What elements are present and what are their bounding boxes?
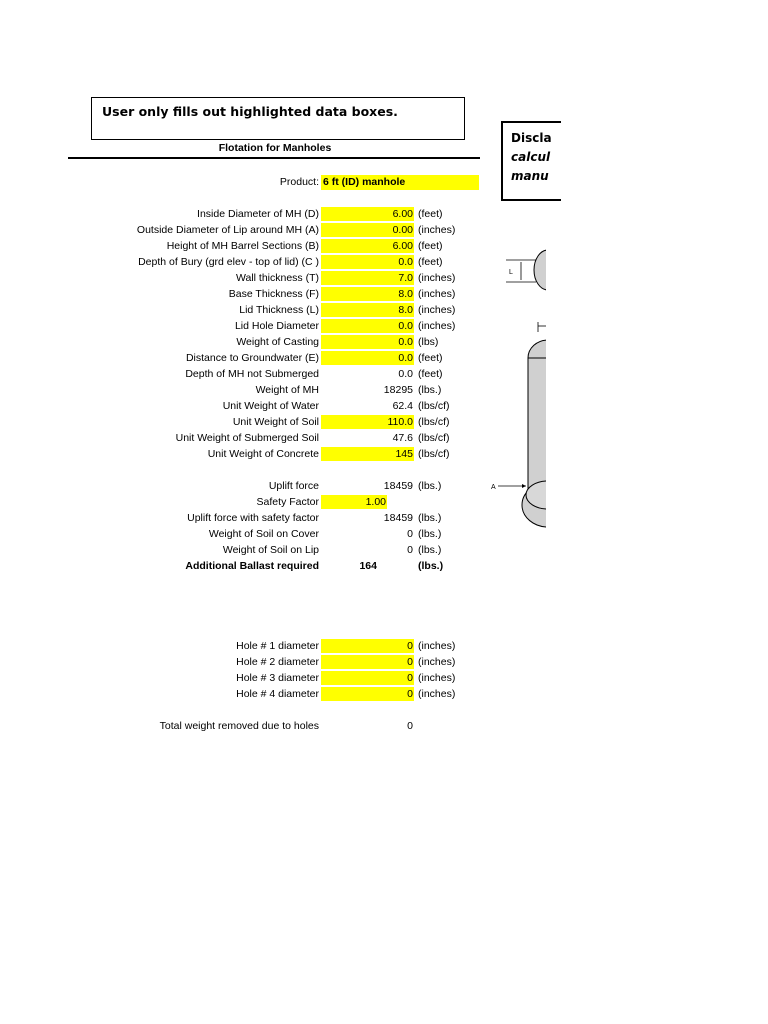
diagram-label-a: A [491, 484, 496, 491]
result-unit: (lbs.) [418, 528, 442, 540]
hole-label: Hole # 4 diameter [236, 688, 319, 700]
barrel-wall-shape [528, 358, 546, 498]
lid-hole-diameter-input[interactable]: 0.0 [321, 319, 414, 333]
input-label: Outside Diameter of Lip around MH (A) [136, 224, 319, 236]
uplift-with-safety-value: 18459 [383, 512, 413, 524]
sheet-title: Flotation for Manholes [218, 142, 332, 154]
input-unit: (feet) [418, 352, 443, 364]
input-label: Inside Diameter of MH (D) [197, 208, 319, 220]
input-label: Depth of MH not Submerged [185, 368, 319, 380]
input-unit: (lbs/cf) [418, 432, 450, 444]
depth-of-bury-input[interactable]: 0.0 [321, 255, 414, 269]
result-label: Safety Factor [256, 496, 319, 508]
ballast-value: 164 [359, 560, 377, 572]
input-unit: (inches) [418, 320, 456, 332]
result-label: Weight of Soil on Cover [208, 528, 319, 540]
product-input[interactable]: 6 ft (ID) manhole [321, 175, 479, 190]
input-label: Depth of Bury (grd elev - top of lid) (C ) [138, 256, 319, 268]
instruction-text: User only fills out highlighted data boxes. [102, 104, 398, 119]
hole-unit: (inches) [418, 672, 456, 684]
hole-unit: (inches) [418, 688, 456, 700]
input-unit: (inches) [418, 288, 456, 300]
input-label: Base Thickness (F) [228, 288, 319, 300]
result-label: Uplift force [268, 480, 319, 492]
hole-label: Hole # 3 diameter [236, 672, 319, 684]
disclaimer-title: Discla [511, 131, 552, 145]
soil-on-lip-value: 0 [407, 544, 413, 556]
input-unit: (lbs) [418, 336, 439, 348]
hole-4-diameter-input[interactable]: 0 [321, 687, 414, 701]
groundwater-distance-input[interactable]: 0.0 [321, 351, 414, 365]
depth-not-submerged-value: 0.0 [398, 368, 413, 380]
water-unit-weight-value: 62.4 [392, 400, 413, 412]
input-label: Distance to Groundwater (E) [185, 352, 319, 364]
hole-label: Hole # 2 diameter [236, 656, 319, 668]
ballast-label: Additional Ballast required [185, 560, 319, 572]
safety-factor-input[interactable]: 1.00 [321, 495, 387, 509]
input-unit: (lbs/cf) [418, 416, 450, 428]
result-unit: (lbs.) [418, 512, 442, 524]
product-label: Product: [279, 176, 319, 188]
input-unit: (feet) [418, 240, 443, 252]
input-unit: (feet) [418, 368, 443, 380]
hole-unit: (inches) [418, 640, 456, 652]
hole-1-diameter-input[interactable]: 0 [321, 639, 414, 653]
input-unit: (inches) [418, 272, 456, 284]
input-label: Unit Weight of Water [222, 400, 319, 412]
input-unit: (lbs.) [418, 384, 442, 396]
barrel-height-input[interactable]: 6.00 [321, 239, 414, 253]
input-unit: (inches) [418, 304, 456, 316]
input-label: Unit Weight of Submerged Soil [175, 432, 319, 444]
result-unit: (lbs.) [418, 480, 442, 492]
title-underline [68, 157, 480, 159]
soil-unit-weight-input[interactable]: 110.0 [321, 415, 414, 429]
lip-diameter-input[interactable]: 0.00 [321, 223, 414, 237]
inside-diameter-input[interactable]: 6.00 [321, 207, 414, 221]
input-label: Height of MH Barrel Sections (B) [166, 240, 319, 252]
uplift-force-value: 18459 [383, 480, 413, 492]
input-label: Weight of MH [255, 384, 319, 396]
manhole-diagram [486, 240, 546, 540]
disclaimer-box [501, 121, 561, 201]
submerged-soil-unit-weight-value: 47.6 [392, 432, 413, 444]
input-label: Wall thickness (T) [235, 272, 319, 284]
mh-weight-value: 18295 [383, 384, 413, 396]
hole-3-diameter-input[interactable]: 0 [321, 671, 414, 685]
total-removed-value: 0 [407, 720, 413, 732]
result-label: Uplift force with safety factor [187, 512, 319, 524]
result-unit: (lbs.) [418, 544, 442, 556]
casting-weight-input[interactable]: 0.0 [321, 335, 414, 349]
manhole-diagram-svg [486, 240, 546, 540]
manhole-lid-shape [534, 250, 546, 290]
hole-label: Hole # 1 diameter [236, 640, 319, 652]
lip-dim-arrow [522, 484, 526, 488]
disclaimer-line-1: calcul [511, 150, 551, 164]
input-label: Unit Weight of Soil [232, 416, 319, 428]
total-removed-label: Total weight removed due to holes [159, 720, 319, 732]
input-label: Lid Hole Diameter [234, 320, 319, 332]
lid-thickness-input[interactable]: 8.0 [321, 303, 414, 317]
input-unit: (lbs/cf) [418, 400, 450, 412]
input-unit: (inches) [418, 224, 456, 236]
soil-on-cover-value: 0 [407, 528, 413, 540]
result-label: Weight of Soil on Lip [222, 544, 319, 556]
concrete-unit-weight-input[interactable]: 145 [321, 447, 414, 461]
hole-2-diameter-input[interactable]: 0 [321, 655, 414, 669]
ballast-unit: (lbs.) [418, 560, 444, 572]
disclaimer-line-2: manu [511, 169, 549, 183]
input-unit: (feet) [418, 208, 443, 220]
base-thickness-input[interactable]: 8.0 [321, 287, 414, 301]
diagram-label-l: L [509, 269, 513, 276]
input-unit: (lbs/cf) [418, 448, 450, 460]
input-label: Weight of Casting [236, 336, 319, 348]
wall-thickness-input[interactable]: 7.0 [321, 271, 414, 285]
instruction-notice [91, 97, 465, 140]
input-label: Lid Thickness (L) [239, 304, 319, 316]
input-label: Unit Weight of Concrete [207, 448, 319, 460]
hole-unit: (inches) [418, 656, 456, 668]
input-unit: (feet) [418, 256, 443, 268]
